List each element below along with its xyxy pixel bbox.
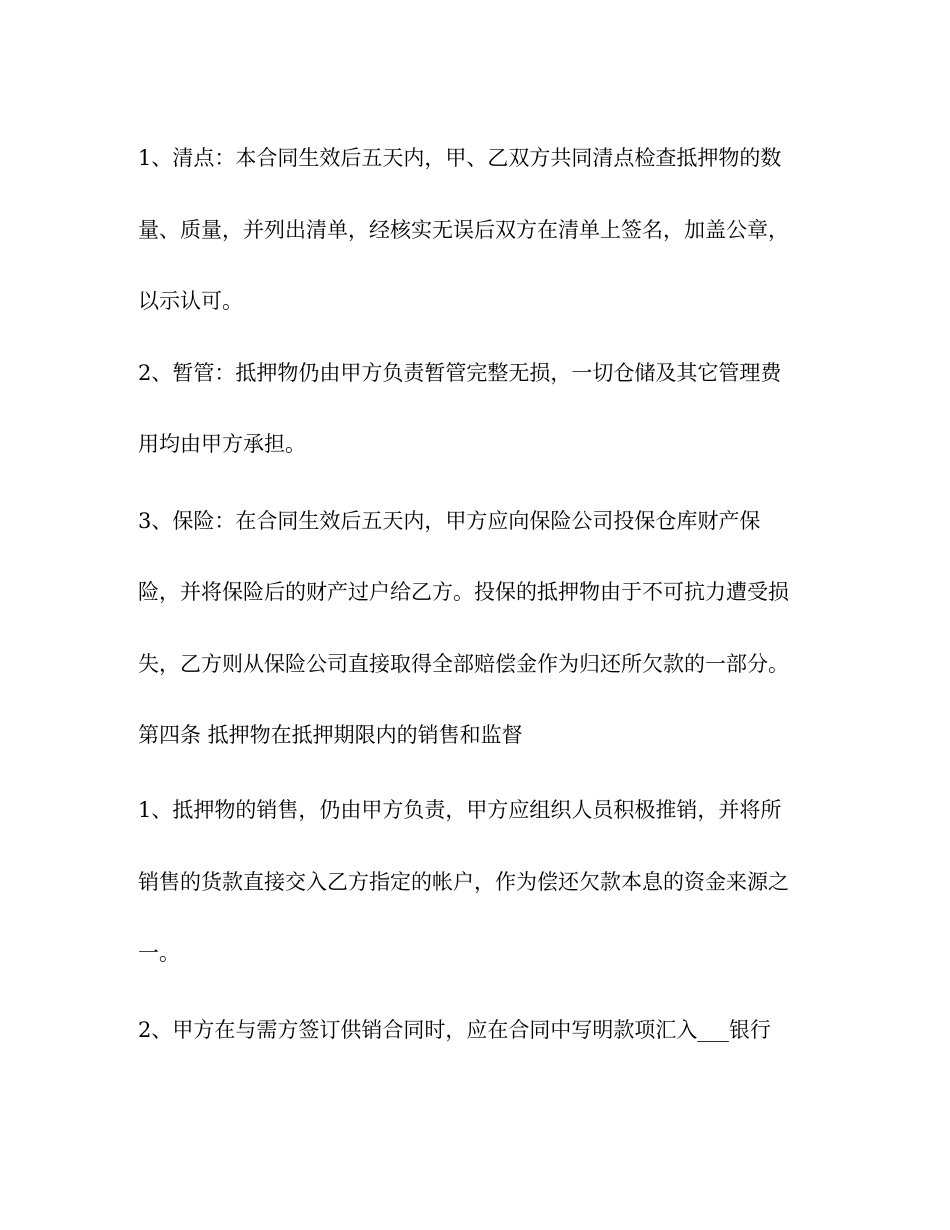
text-line: 销售的货款直接交入乙方指定的帐户，作为偿还欠款本息的资金来源之	[138, 870, 789, 894]
text-line: 险，并将保险后的财产过户给乙方。投保的抵押物由于不可抗力遭受损	[138, 580, 789, 604]
text-line: 1、抵押物的销售，仍由甲方负责，甲方应组织人员积极推销，并将所	[138, 798, 782, 822]
text-line: 用均由甲方承担。	[138, 432, 306, 456]
text-line: 失，乙方则从保险公司直接取得全部赔偿金作为归还所欠款的一部分。	[138, 652, 789, 676]
text-line: 2、暂管：抵押物仍由甲方负责暂管完整无损，一切仓储及其它管理费	[138, 361, 782, 385]
text-line: 1、清点：本合同生效后五天内，甲、乙双方共同清点检查抵押物的数	[138, 146, 782, 170]
text-line: 以示认可。	[138, 289, 243, 313]
section-heading: 第四条 抵押物在抵押期限内的销售和监督	[138, 723, 523, 747]
text-line: 量、质量，并列出清单，经核实无误后双方在清单上签名，加盖公章，	[138, 218, 789, 242]
text-line: 一。	[138, 941, 180, 965]
text-line: 2、甲方在与需方签订供销合同时，应在合同中写明款项汇入___银行	[138, 1018, 771, 1042]
text-line: 3、保险：在合同生效后五天内，甲方应向保险公司投保仓库财产保	[138, 509, 761, 533]
